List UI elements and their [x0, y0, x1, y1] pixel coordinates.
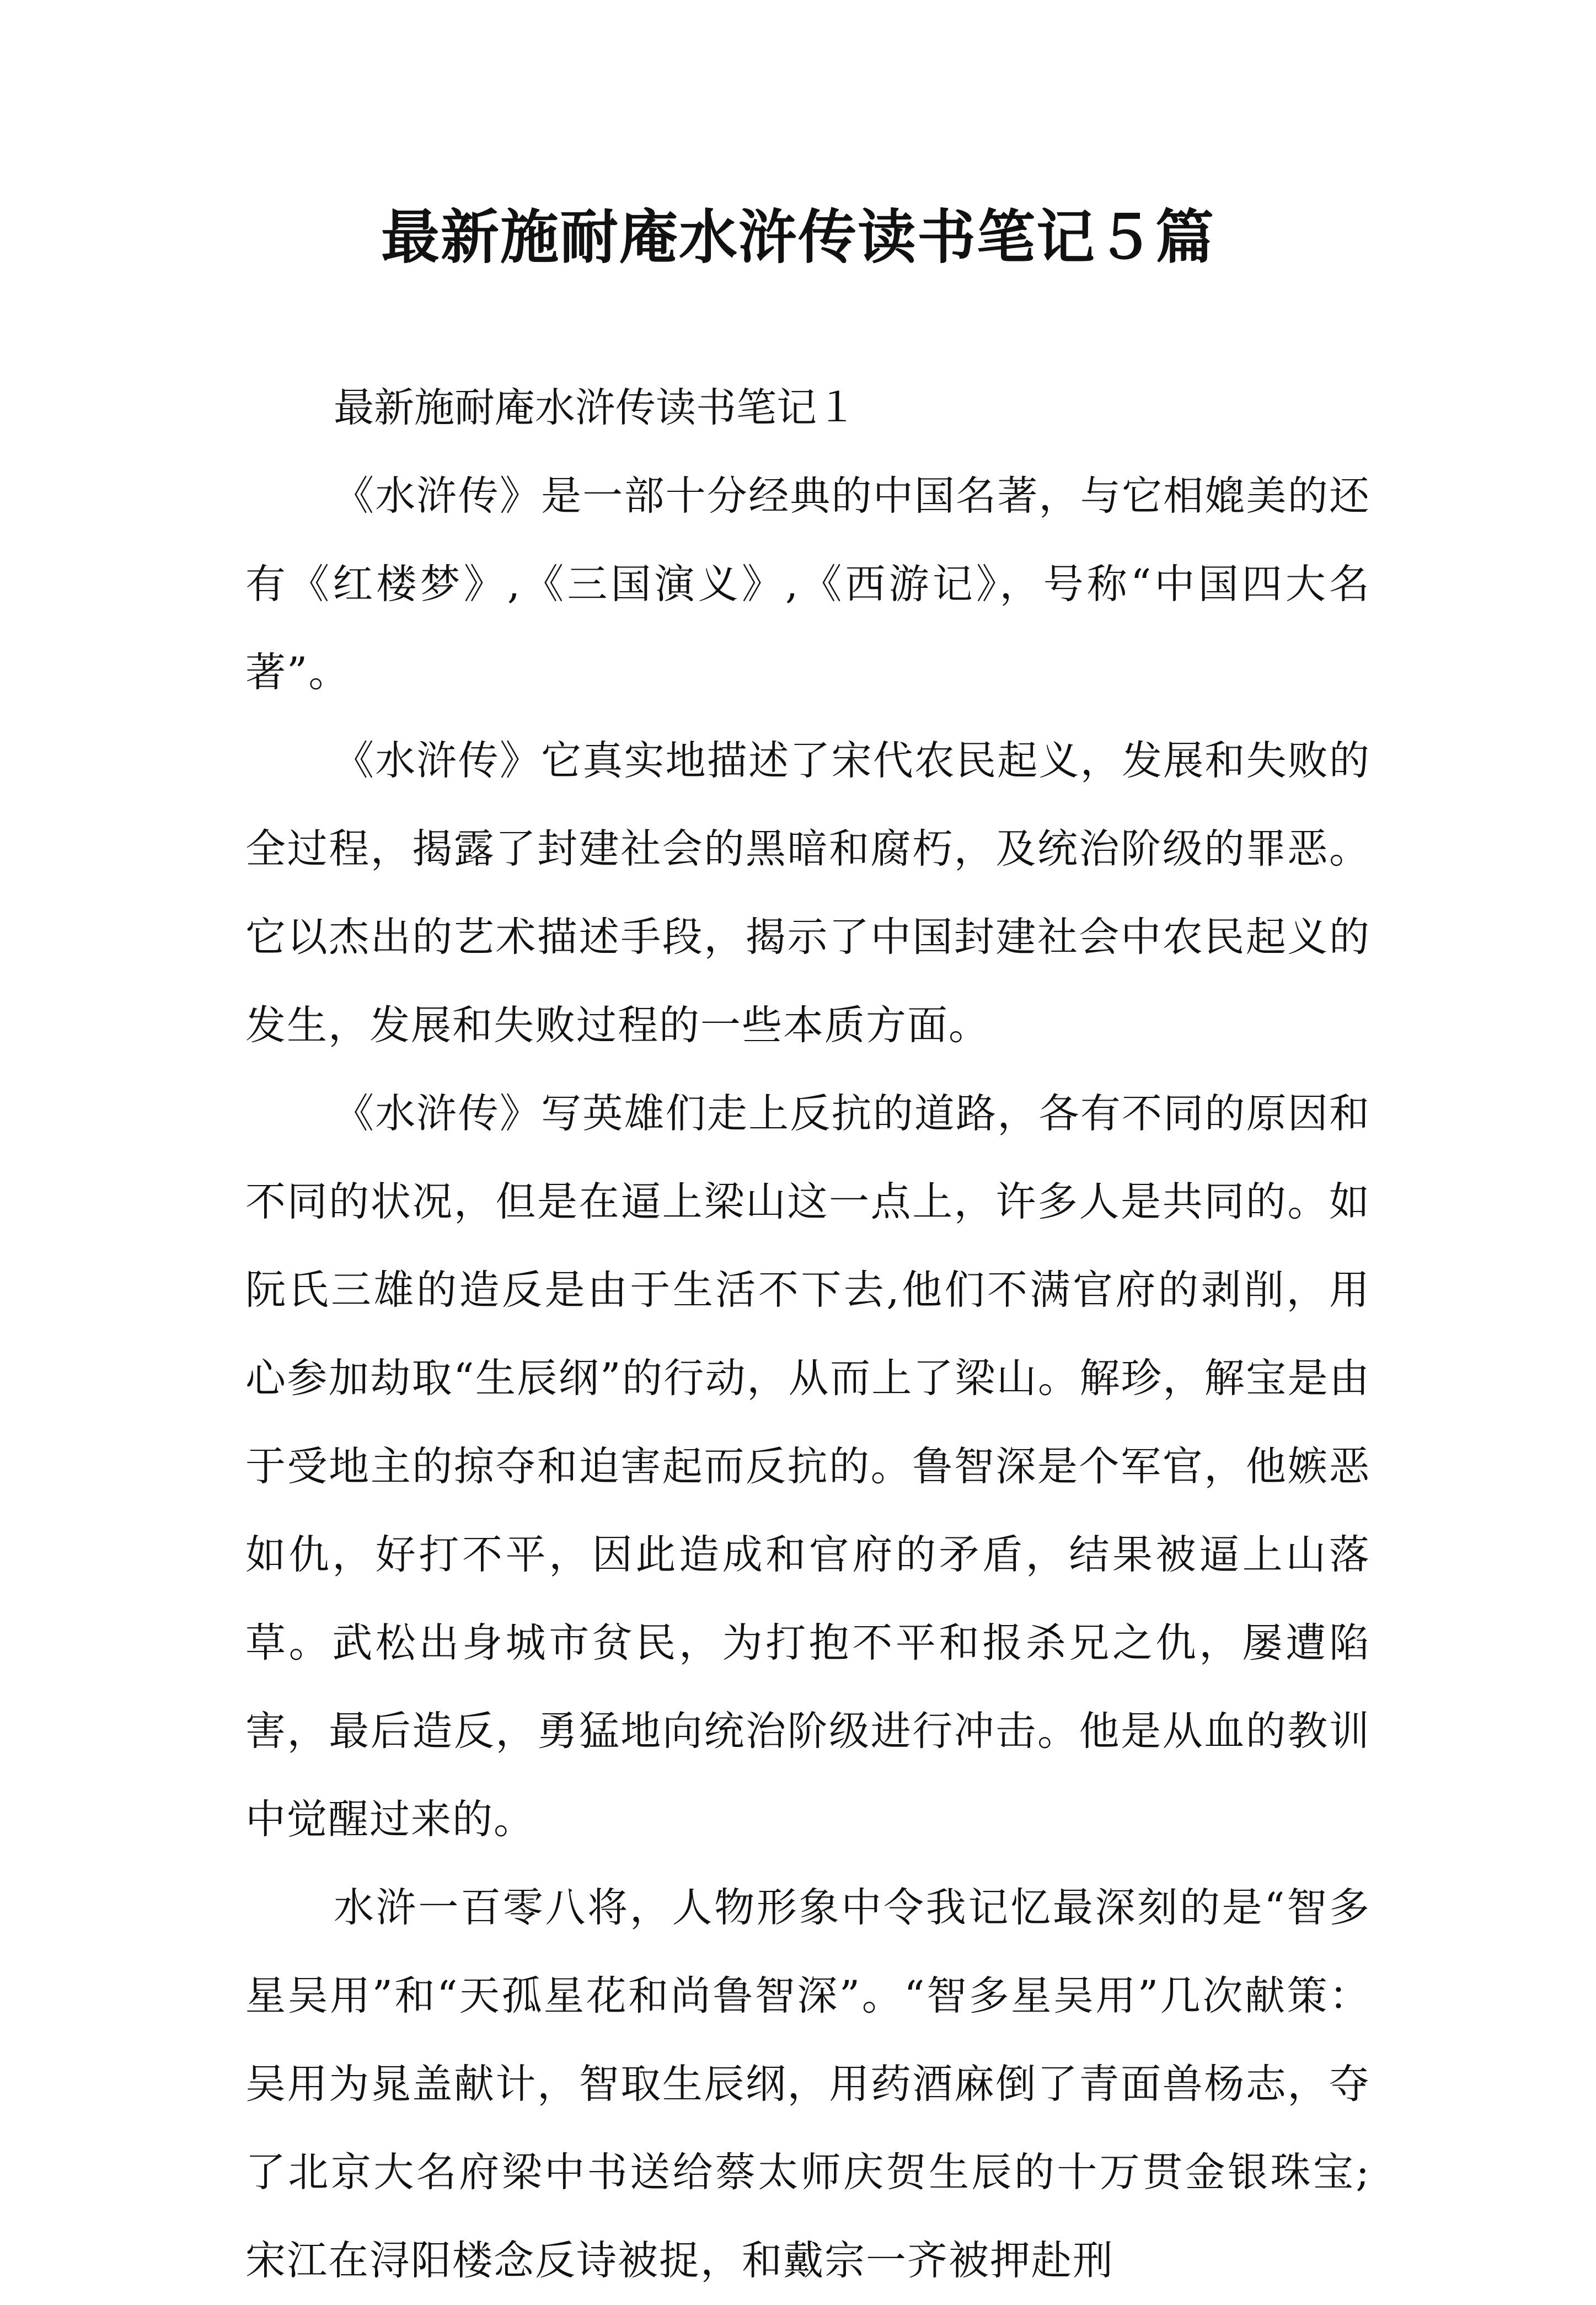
document-body	[245, 364, 1370, 2305]
document-title: 最新施耐庵水浒传读书笔记５篇	[381, 202, 1215, 271]
paragraph-4: 水浒一百零八将，人物形象中令我记忆最深刻的是“智多星吴用”和“天孤星花和尚鲁智深”。“智多星吴用”几次献策：吴用为晁盖献计，智取生辰纲，用药酒麻倒了青面兽杨志，夺了北京大名府梁中书送给蔡太师庆贺生辰的十万贯金银珠宝;宋江在浔阳楼念反诗被捉，和戴宗一齐被押赴刑	[245, 1884, 1370, 2284]
paragraph-3: 《水浒传》写英雄们走上反抗的道路，各有不同的原因和不同的状况，但是在逼上梁山这一点上，许多人是共同的。如阮氏三雄的造反是由于生活不下去,他们不满官府的剥削，用心参加劫取“生辰纲”的行动，从而上了梁山。解珍，解宝是由于受地主的掠夺和迫害起而反抗的。鲁智深是个军官，他嫉恶如仇，好打不平，因此造成和官府的矛盾，结果被逼上山落草。武松出身城市贫民，为打抱不平和报杀兄之仇，屡遭陷害，最后造反，勇猛地向统治阶级进行冲击。他是从血的教训中觉醒过来的。	[245, 1090, 1370, 1843]
section-heading: 最新施耐庵水浒传读书笔记１	[334, 384, 857, 431]
paragraph-2: 《水浒传》它真实地描述了宋代农民起义，发展和失败的全过程，揭露了封建社会的黑暗和腐朽，及统治阶级的罪恶。它以杰出的艺术描述手段，揭示了中国封建社会中农民起义的发生，发展和失败过程的一些本质方面。	[245, 737, 1370, 1049]
paragraph-1: 《水浒传》是一部十分经典的中国名著，与它相媲美的还有《红楼梦》,《三国演义》,《西游记》，号称“中国四大名著”。	[245, 473, 1370, 696]
